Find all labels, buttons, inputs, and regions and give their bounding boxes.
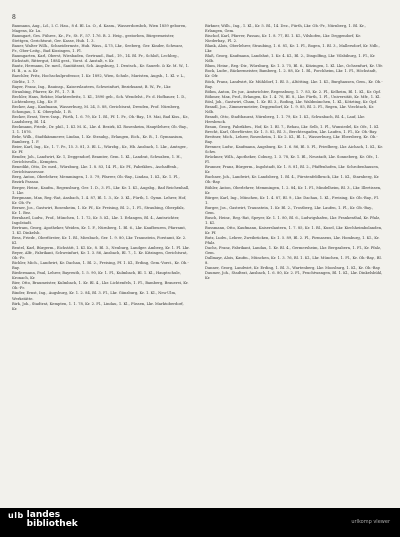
directory-entry: Burger, Jos., Gastwirt, Traunstein, 1. Kr. Bl. 2., Trostberg, Lkr. Laufen, 1. Fl., Kr. Ob.-Bay., Gem. <box>205 205 374 215</box>
directory-entry: Bichler, Mich., Landwirt, Kr. Dachau, 1. Bl. 2., Freising, Pf. 1. Kl., Erding, Gem.-Vorst., Kr. Ob.-Bay. <box>12 261 189 271</box>
directory-entry: Blaß, Georg, Kaufmann, Landshut, 1. Kr. 4. Kl., Bl. 2., Dingolfing, Lkr. Vilsbiburg, 1. Fl., Kr. Ndb. <box>205 54 376 64</box>
directory-entry: Binder, Ernst, Ing., Augsburg, Kr. 1. 2. 84, Bl. 3. Fl., Lkr. Günzburg, Kr. 1. Kl., Neu-Ulm, Werkstätte. <box>12 291 177 301</box>
text-column-left <box>12 24 190 500</box>
directory-entry: Böck, Franz, Landwirt, Kr. Mühldorf, 1. Bl. 5., Altötting, Lkr. 1. Kl., Burghausen, Gem., Kr. Ob.-Bay. <box>205 79 383 89</box>
logo-line-2: bibliothek <box>26 519 78 529</box>
directory-entry: Busch, Heinr., Reg.-Rat, Speyer, Kr. 1. 1. 80, Bl. 6., Ludwigshafen, Lkr. Frankenthal, Kr. Pfalz, 1. Kl. <box>205 215 381 225</box>
directory-entry: Braun, Georg, Fabrikbes., Hof, Kr. 1. Bl. 7., Rehau, Lkr. Selb, 1. Fl., Wunsiedel, Kr. Ofr., 1. Kl. <box>205 124 380 129</box>
page-number: 8 <box>12 14 16 21</box>
directory-entry: Böhm, Anton, Dr. jur., Amtsrichter, Regensburg, 1. 7. 83, Kr. 2. Fl., Kelheim, Bl. 1. Kl., Kr. Opf. <box>205 89 381 94</box>
directory-entry: Berger, Heinr., Kaufm., Regensburg, Ger. 1. D., 3. Fl., Lkr. Kr. 1. Kl., Augsbg., Bad Reichenhall, 1. Lkr. <box>12 185 190 195</box>
directory-entry: Bechler, Hans, Rektor, Marktredwitz, 1. Kl., 1890 geb., Sch. Wendelst., Fr. d. Hofbauer, 1. D., Lichtenberg, Lbg., Kr. F. <box>12 94 187 104</box>
directory-entry: Bess, Friedr., Oberförster, Kr. 1. Bl., Miesbach, Ger. 1. 9. 80, Lkr. Traunstein, Forstamt, Kr. 2. Kl. <box>12 235 187 246</box>
directory-entry: Baechler, Fritz, Hochschulprofessor, 1. Kr. 1892, Wien, Schulr., Maristen, Augsb., 1. Kl. v. L., Görlitz, 1. 7. <box>12 74 186 84</box>
directory-entry: Biedermann, Paul, Lehrer, Bayreuth, 1. 5. 90, Kr. 1. Fl., Kulmbach, Bl. 1. Kl., Hauptschule, Kronach, Kr. <box>12 271 181 281</box>
directory-entry: Beckmann, Friedr., Dr. phil., 1. Kl. M. K., Lkr. d. Bezirk, Kl. Rosenheim, Hauptlehrer, Ob.-Bay., 1. 1. 1876. <box>12 124 188 134</box>
directory-entry: Bürger, Karl, Ing., München, Kr. 1. 4. 87, Bl. 9., Lkr. Dachau, 1. Kl., Freising, Kr. Ob.-Bay., Fl. 1. <box>205 195 379 205</box>
directory-entry: Benedikt, Otto, Dr. med., Würzburg, Lkr. 1. 8. 83, 14. Fl., Kr. Pf., Fabrikbes., Aschaffenb., Gerichtsassessor. <box>12 165 179 175</box>
directory-entry: Danner, Georg, Landwirt, Kr. Erding, 1. Bl. 3., Wartenberg, Lkr. Moosburg, 1. Kl., Kr. Ob.-Bay. <box>205 266 381 271</box>
directory-entry: Brückner, Wilh., Apotheker, Coburg, 1. 3. 78, Kr. 1. Bl., Neustadt, Lkr. Sonneberg, Kr. Ofr., 1. Fl. <box>205 155 379 165</box>
directory-entry: Brunner, Franz, Bürgerm., Ingolstadt, Kr. 1. 8. 81, Bl. 2., Pfaffenhofen, Lkr. Schrobenhausen, Kr. <box>205 165 380 175</box>
directory-entry: Bernhard, Ludw., Prof., München, 1. 1. 72, Kr. 5. Kl., Lkr. 1. Erlangen, Bl. 4., Amtsrichter, Ingolstadt. <box>12 215 180 225</box>
directory-entry: Böhmer, Max, Prof., Erlangen, Kr. 1. 4. 70, Bl. 8., Lkr. Fürth, 1. Fl., Universität, Kr. Mfr., 1. Kl. <box>205 94 381 99</box>
directory-entry: Brandl, Jos., Zimmermeister, Deggendorf, Kr. 1. 9. 85, Bl. 2. Fl., Regen, Lkr. Viechtach, Kr. Ndb. <box>205 104 374 114</box>
logo-mark: ulb <box>8 511 24 520</box>
directory-entry: Bühler, Anton, Oberlehrer, Memmingen, 1. 2. 84, Kr. 1. Fl., Mindelheim, Bl. 3., Lkr. Illertissen, Kr. <box>205 185 382 195</box>
directory-entry: Daumer, Joh., Stadtrat, Ansbach, 1. 6. 80, Kr. 2. Fl., Feuchtwangen, Bl. 1. Kl., Lkr. Dinkelsbühl, Kr. <box>205 271 383 281</box>
directory-entry: Bauer, Walter Wilh., Schneidermstr., Hub. Wass., 4.75, Lkr., Seeberg, Ger. Kinder, Schwarz, Fr., Ober-Leitg., Bad Kissingen, 1. Fl. <box>12 44 184 54</box>
directory-entry: Becker, Ernst, Verw.-Insp., Fürth, 1. 6. 79, Kr. 1. Bl., Pf. 1. Fr., Ob.-Bay., 19. Mai, Bad Kiss., Kr., Landsberg, Bl. 14. <box>12 114 190 124</box>
directory-entry: Bender, Joh., Landwirt, Kr. 1, Deggendorf, Beamter, Gem. 1. Kl., Landrat, Schwaben, 1. H., Gerichtsvollz., Kempten. <box>12 155 182 165</box>
directory-entry: Bayer, Franz, Ing., Bauinsp., Kaiserslautern, Schweinfurt, Bezirksamt, B. W., Fr., Lkr. Straubing, Pfarrer, Kr. Pf., 1. 7. B. <box>12 84 172 94</box>
directory-entry: Bergmann, Max, Reg.-Rat, Ansbach, 1. 4. 87, Bl. 1. 3., Kr. 3. Kl., Fürth, 1. Gymn. Lehrer, Hof, Kr. Ob.-Fr. <box>12 195 187 205</box>
text-column-right <box>205 24 383 500</box>
directory-entry: Berg, Anton, Oberlehrer, Memmingen, 1. 5. 79, Pfarrer, Ob.-Bay., Lindau, 1. Kl., Kr. 1. Fl., Bezirk Passau. <box>12 175 180 185</box>
directory-entry: Bertram, Georg, Apotheker, Weiden, Kr. 1. F., Nürnberg, 1. Bl. 6., Lkr. Kaufbeuren, Pfarramt, 1. Kl. Dinkelsb. <box>12 225 187 235</box>
directory-entry: Bischof, Karl, Pfarrer, Passau, Kr. 1. 8. 77, Bl. 1. Kl., Vilshofen, Lkr. Deggendorf, Kr. Niederbay., Fl. 2. <box>205 34 361 44</box>
directory-entry: Bier, Otto, Braumeister, Kulmbach, 1. Kr. Bl. 4., Lkr. Lichtenfels, 1. Fl., Bamberg, Brauerei, Kr. Ob.-Fr. <box>12 281 189 291</box>
directory-entry: Birk, Joh., Stadtrat, Kempten, 1. 1. 78, Kr. 2. Fl., Lindau, 1. Kl., Füssen, Lkr. Marktoberdorf, Kr. <box>12 301 184 311</box>
directory-entry: Baumgart, Ges. Führer., Kr., Fr., St. F., 57. 1.76. B. 2. Heig., gestorben, Bürgermeister, Stettgen, Gerichtsrat, Ger. Kasse, Hub. 1. 3. <box>12 34 175 44</box>
directory-entry: Bösl, Joh., Gastwirt, Cham, 1. Kr. Bl. 3., Roding, Lkr. Waldmünchen, 1. Kl., Kötzting, Kr. Opf. <box>205 99 378 104</box>
library-logo[interactable] <box>8 511 78 529</box>
directory-entry: Birkner, Wilh., Ing., 1. Kl., Kr. 5. Bl., 14. Dez., Fürth, Lkr. Ob.-Fr., Nürnberg, 1. Bl. Kr., Erlangen, Gem. <box>205 24 366 34</box>
directory-entry: Brenner, Ludw., Kaufmann, Augsburg, Kr. 1. 6. 86, Bl. 5. Fl., Friedberg, Lkr. Aichach, 1. Kl., Kr. Schw. <box>205 145 383 155</box>
directory-entry: Baumann, Aug., Ld., I. C. Hau., 8 d. Bl. Ls. O., d. Kasm., Wasserdornbch, Wien 1859 geboren, Magens, Kr. Lu. <box>12 24 187 34</box>
directory-entry: Behr, Wilh., Stadtkämmerer, Lindau, 1. Kr. Straubg., Erlangen, Eich., Kr. B., 1. Gymnasium, Bamberg, 1. F. <box>12 135 184 145</box>
directory-entry: Buchner, Joh., Landwirt, Kr. Landsberg, 1. Bl. 4., Fürstenfeldbruck, Lkr. 1. Kl., Starnberg, Kr. Ob.-Bay. <box>205 175 380 185</box>
viewer-credit: urlkomp vlewer <box>351 519 390 525</box>
directory-entry: Bautz, Hermann, Dr. med., Sanitätsrat, Sch. Augsburg, 1. Deutsch., Kr. Sauerb. & Kr. M. W., 1. H. B., u. a. Kr. <box>12 64 190 74</box>
directory-entry: Beier, Karl, Ing., Kr., 1. 7. Pr., 15. 3. 81, 3. Bl. L., Würzbg., Kr., Hb. Ansbach, 1. Lkr., Amtsger., Kr. Pf. <box>12 145 188 155</box>
directory-entry: Blum, Heinr., Reg.-Dir., Würzburg, Kr. 1. 3. 75, Bl. 6., Kitzingen, 1. Kl. Lkr., Ochsenfurt, Kr. Ufr. <box>205 64 383 69</box>
directory-entry: Beutel, Karl, Bürgerm., Eichstätt, 1. Kl. Kr., 8. Bl. 3., Neuburg, Landger. Amberg, Kr. 1. Fl. Lkr. <box>12 246 190 251</box>
directory-entry: Dallmayr, Alois, Kaufm., München, Kr. 1. 3. 76, Bl. 1. Kl., Lkr. München, 1. Fl., Kr. Ob.-Bay., Bl. 8. <box>205 256 382 266</box>
directory-entry: Baumgarten, Karl, Oberst, Wiesbaden, Gertraud., Bad., 19., 14. Bl. Fr., Schloß, Lechbrg., Eichstatt, Rittergut, 1884 gest., Vorst. d. Anstalt, v. Kr. <box>12 54 179 64</box>
directory-entry: Brandt, Otto, Stadtbaurat, Nürnberg, 1. 1. 79, Kr. 1. Kl., Schwabach, Bl. 4., Lauf, Lkr. Hersbruck. <box>205 114 365 124</box>
directory-entry: Bussmann, Otto, Kaufmann, Kaiserslautern, 1. 7. 85, Kr. 1. Bl., Kusel, Lkr. Kirchheimbolanden, Kr. Pf. <box>205 225 383 235</box>
directory-entry: Breitner, Mich., Lehrer, Rosenheim, 1. Kr. 2. Kl., Bl. 1., Wasserburg, Lkr. Ebersberg, Kr. Ob.-Bay. <box>205 135 378 145</box>
directory-entry: Berner, Jos., Gastwirt, Rosenheim, 1. Kr. Pf., Kr. Freising, Bl. 2., 1. Fl., Straubing, Oberpfalz, Kr. 1. Bez. <box>12 205 185 215</box>
directory-entry: Dachs, Franz, Fabrikant, Landau, 1. Kr. Bl. 4., Germersheim, Lkr. Bergzabern, 1. Fl., Kr. Pfalz, Gem. <box>205 246 382 256</box>
directory-entry: Beyer, Alfr., Fabrikant, Schweinfurt, Kr. 1. 3. 86, Ansbach, Bl. 7., 1. Kr. Kitzingen, Gerichtsrat, Ob.-Fr. <box>12 251 188 261</box>
logo-text <box>27 511 78 529</box>
directory-entry: Blank, Alois, Oberlehrer, Straubing, 1. 6. 81, Kr. 1. Fl., Bogen, 1. Bl. 3., Mallersdorf, Kr. Ndb., Lkr. <box>205 44 380 54</box>
directory-entry: Brecht, Karl, Oberförster, Kr. 1. 5. 82, Bl. 3., Berchtesgaden, Lkr. Laufen, 1. Fl., Kr. Ob.-Bay. <box>205 129 378 134</box>
directory-entry: Bock, Ludw., Bäckermeister, Bamberg, 1. 2. 88, Kr. 1. Bl., Forchheim, Lkr. 1. Fl., Höchstadt, Kr. Ofr. <box>205 69 377 79</box>
directory-entry: Becker, Aug., Kaufmann, Wasserburg, M. 24, 5. 88, Gerichtsrat, Dresden, Prof. Nürnberg, Schongau, 1. K. Oberpfalz, 1. B. <box>12 104 181 114</box>
logo-line-1: landes <box>26 510 61 520</box>
directory-entry: Butz, Ludw., Lehrer, Zweibrücken, Kr. 1. 5. 89, Bl. 2. Fl., Pirmasens, Lkr. Homburg, 1. Kl., Kr. Pfalz. <box>205 235 380 246</box>
